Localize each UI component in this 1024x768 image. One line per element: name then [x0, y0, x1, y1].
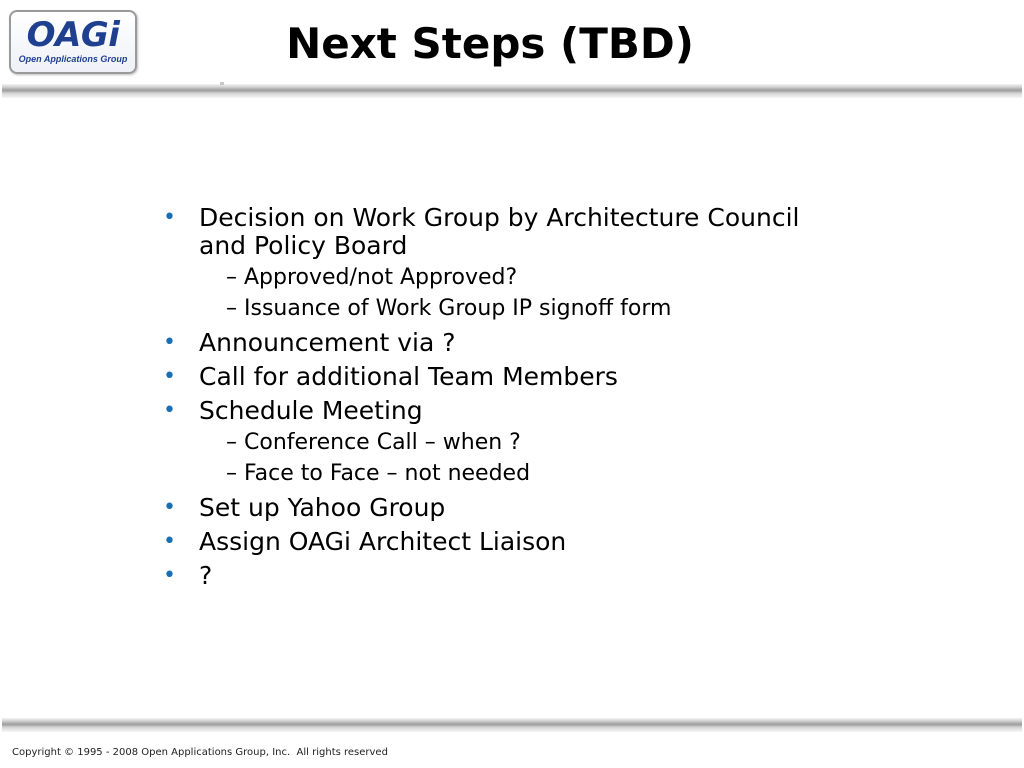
bullet-text: Call for additional Team Members: [199, 362, 618, 391]
bullet-dot-icon: •: [163, 330, 176, 355]
bullet-item: [160, 494, 800, 522]
bullet-item: [160, 562, 800, 590]
bullet-text: Schedule Meeting: [199, 396, 423, 425]
copyright-footer: Copyright © 1995 - 2008 Open Applications Group, Inc. All rights reserved: [12, 747, 388, 758]
sub-bullet-text: Face to Face – not needed: [244, 461, 531, 486]
sub-bullet-list: [199, 429, 800, 488]
bullet-text: Announcement via ?: [199, 328, 456, 357]
logo-mark: OAGi: [26, 15, 120, 55]
dash-icon: –: [226, 430, 237, 455]
bullet-text: Set up Yahoo Group: [199, 493, 446, 522]
bullet-text: Decision on Work Group by Architecture Council and Policy Board: [199, 203, 800, 260]
sub-bullet-item: [199, 429, 800, 457]
bullet-item: [160, 363, 800, 391]
sub-bullet-list: [199, 264, 800, 323]
footer-divider: [2, 718, 1022, 732]
oagi-logo: [9, 10, 137, 74]
dash-icon: –: [226, 265, 237, 290]
sub-bullet-text: Conference Call – when ?: [244, 430, 521, 455]
sub-bullet-text: Issuance of Work Group IP signoff form: [244, 296, 672, 321]
slide-title: Next Steps (TBD): [286, 19, 694, 68]
sub-bullet-item: [199, 460, 800, 488]
bullet-item: [160, 204, 800, 323]
logo-subtitle: Open Applications Group: [18, 54, 128, 64]
bullet-item: [160, 528, 800, 556]
bullet-dot-icon: •: [163, 205, 176, 230]
bullet-text: ?: [199, 561, 213, 590]
sub-bullet-text: Approved/not Approved?: [244, 265, 518, 290]
header-divider-tick: [220, 82, 224, 85]
bullet-text: Assign OAGi Architect Liaison: [199, 527, 567, 556]
bullet-dot-icon: •: [163, 529, 176, 554]
bullet-dot-icon: •: [163, 398, 176, 423]
bullet-dot-icon: •: [163, 364, 176, 389]
bullet-list: [160, 204, 800, 590]
dash-icon: –: [226, 461, 237, 486]
bullet-item: [160, 329, 800, 357]
header-divider: [2, 84, 1022, 98]
slide-body: [160, 200, 800, 596]
sub-bullet-item: [199, 264, 800, 292]
dash-icon: –: [226, 296, 237, 321]
bullet-dot-icon: •: [163, 495, 176, 520]
sub-bullet-item: [199, 295, 800, 323]
bullet-item: [160, 397, 800, 488]
bullet-dot-icon: •: [163, 563, 176, 588]
